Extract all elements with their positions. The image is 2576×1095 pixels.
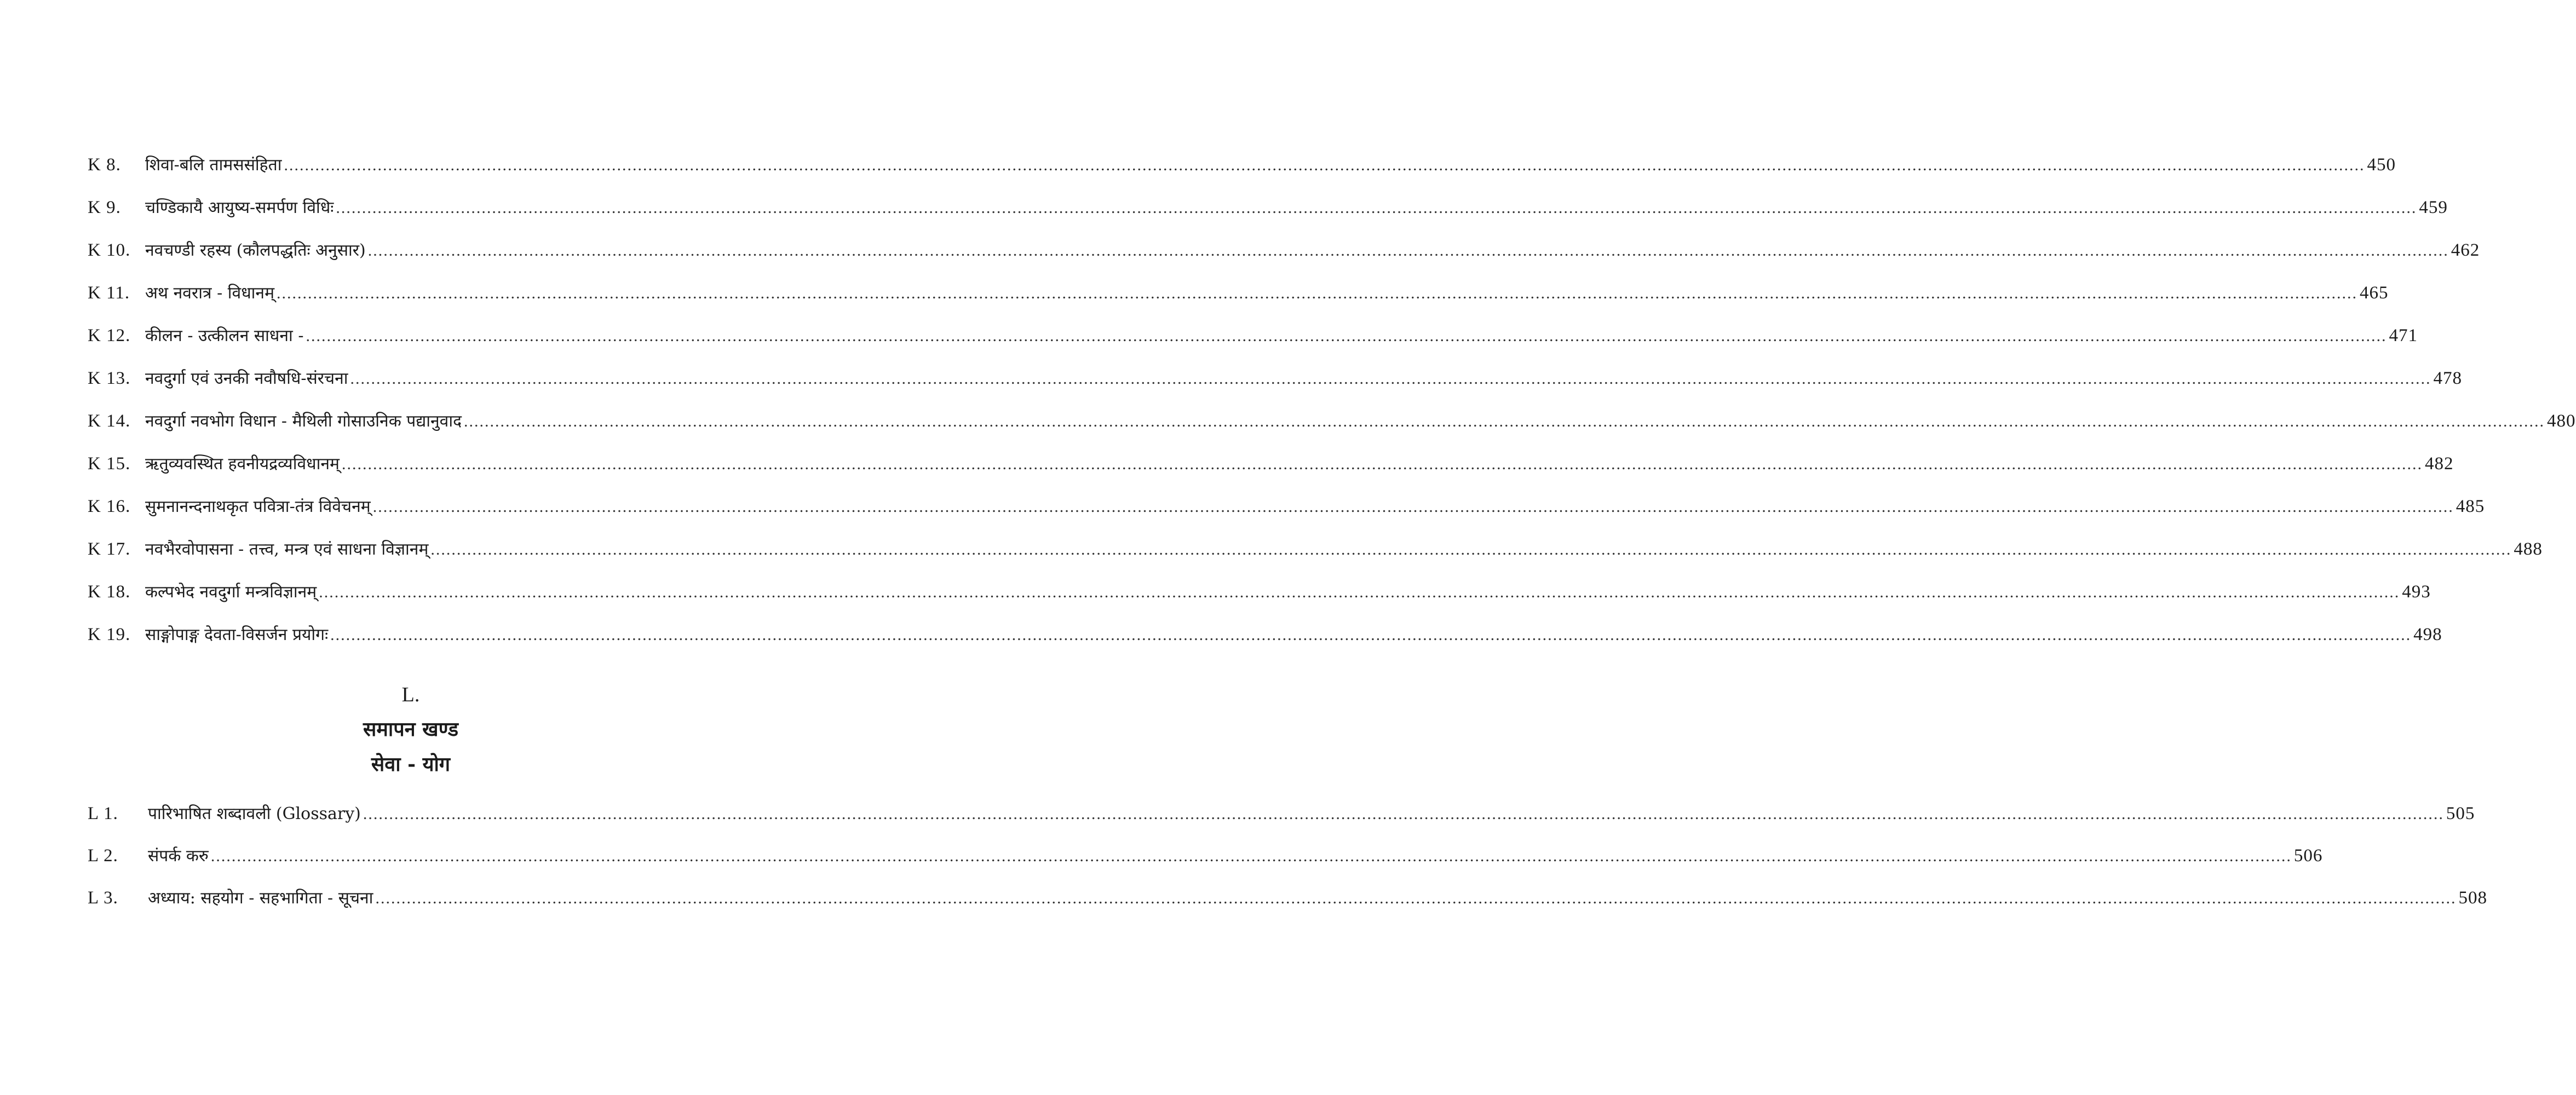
entry-code: K 19. xyxy=(88,625,131,644)
entry-page: 471 xyxy=(2389,326,2418,345)
entry-code: K 13. xyxy=(88,368,131,388)
entry-page: 478 xyxy=(2433,368,2463,388)
entry-code: K 9. xyxy=(88,198,121,217)
entry-page: 450 xyxy=(2367,155,2396,175)
entry-code: K 17. xyxy=(88,539,131,559)
entry-page: 506 xyxy=(2293,846,2323,866)
toc-entry xyxy=(88,877,2487,919)
entry-code: K 12. xyxy=(88,326,131,345)
leader-dots: ................................................................................................................................................................................................................................................................................................................................................................................................................ xyxy=(363,805,2444,823)
toc-entry xyxy=(88,835,2323,877)
leader-dots: ................................................................................................................................................................................................................................................................................................................................................................................................................ xyxy=(306,327,2387,345)
entry-code: K 18. xyxy=(88,582,131,602)
entry-page: 459 xyxy=(2419,198,2448,217)
leader-dots: ................................................................................................................................................................................................................................................................................................................................................................................................................ xyxy=(372,498,2454,516)
entry-page: 498 xyxy=(2413,625,2442,644)
section-letter: L. xyxy=(401,683,420,706)
toc-entry xyxy=(88,485,2485,528)
entry-page: 482 xyxy=(2424,454,2454,474)
entry-page: 462 xyxy=(2451,240,2480,260)
entry-code: L 1. xyxy=(88,804,118,823)
entry-page: 465 xyxy=(2360,283,2389,303)
entry-code: L 2. xyxy=(88,846,118,866)
entry-title: पारिभाषित शब्दावली (Glossary) xyxy=(148,804,361,823)
toc-entry xyxy=(88,793,2475,835)
entry-title: अथ नवरात्र - विधानम् xyxy=(145,284,275,303)
toc-entry xyxy=(88,613,2442,656)
section-l-heading xyxy=(0,678,821,782)
leader-dots: ................................................................................................................................................................................................................................................................................................................................................................................................................ xyxy=(350,370,2431,388)
entry-code: K 15. xyxy=(88,454,131,474)
entry-code: K 8. xyxy=(88,155,121,175)
leader-dots: ................................................................................................................................................................................................................................................................................................................................................................................................................ xyxy=(330,626,2412,644)
leader-dots: ................................................................................................................................................................................................................................................................................................................................................................................................................ xyxy=(277,284,2358,302)
leader-dots: ................................................................................................................................................................................................................................................................................................................................................................................................................ xyxy=(375,889,2457,907)
entry-page: 488 xyxy=(2514,539,2543,559)
toc-entry xyxy=(88,272,2389,314)
entry-title: सुमनानन्दनाथकृत पवित्रा-तंत्र विवेचनम् xyxy=(145,497,371,516)
toc-section-k xyxy=(88,143,2576,656)
toc-entry xyxy=(88,186,2448,229)
entry-title: कल्पभेद नवदुर्गा मन्त्रविज्ञानम् xyxy=(145,583,317,602)
entry-page: 480 xyxy=(2547,411,2576,431)
leader-dots: ................................................................................................................................................................................................................................................................................................................................................................................................................ xyxy=(336,199,2417,217)
section-subtitle: सेवा - योग xyxy=(371,753,451,776)
entry-code: L 3. xyxy=(88,888,118,908)
entry-code: K 10. xyxy=(88,240,131,260)
entry-title: शिवा-बलि तामससंहिता xyxy=(145,155,282,175)
entry-page: 505 xyxy=(2446,804,2475,823)
leader-dots: ................................................................................................................................................................................................................................................................................................................................................................................................................ xyxy=(210,847,2292,865)
toc-entry xyxy=(88,314,2418,357)
toc-entry xyxy=(88,570,2431,613)
entry-title: नवचण्डी रहस्य (कौलपद्धतिः अनुसार) xyxy=(145,241,366,260)
entry-title: साङ्गोपाङ्ग देवता-विसर्जन प्रयोगः xyxy=(145,625,329,644)
toc-entry xyxy=(88,528,2543,570)
toc-entry xyxy=(88,442,2454,485)
entry-code: K 11. xyxy=(88,283,130,303)
leader-dots: ................................................................................................................................................................................................................................................................................................................................................................................................................ xyxy=(341,455,2423,473)
entry-title: संपर्क करु xyxy=(148,846,209,866)
entry-title: अध्याय: सहयोग - सहभागिता - सूचना xyxy=(148,889,373,908)
entry-code: K 14. xyxy=(88,411,131,431)
entry-title: ऋतुव्यवस्थित हवनीयद्रव्यविधानम् xyxy=(145,454,340,474)
toc-entry xyxy=(88,143,2396,186)
entry-title: नवभैरवोपासना - तत्त्व, मन्त्र एवं साधना विज्ञानम् xyxy=(145,540,429,559)
entry-page: 508 xyxy=(2458,888,2487,908)
entry-title: चण्डिकायै आयुष्य-समर्पण विधिः xyxy=(145,198,334,217)
entry-title: नवदुर्गा एवं उनकी नवौषधि-संरचना xyxy=(145,369,348,388)
leader-dots: ................................................................................................................................................................................................................................................................................................................................................................................................................ xyxy=(319,583,2400,601)
toc-entry xyxy=(88,357,2463,400)
entry-page: 493 xyxy=(2402,582,2431,602)
leader-dots: ................................................................................................................................................................................................................................................................................................................................................................................................................ xyxy=(284,156,2365,174)
section-title: समापन खण्ड xyxy=(363,718,458,741)
leader-dots: ................................................................................................................................................................................................................................................................................................................................................................................................................ xyxy=(464,412,2545,430)
entry-title: नवदुर्गा नवभोग विधान - मैथिली गोसाउनिक पद्यानुवाद xyxy=(145,412,462,431)
entry-title: कीलन - उत्कीलन साधना - xyxy=(145,326,304,345)
toc-entry xyxy=(88,400,2576,442)
toc-section-l xyxy=(88,793,2487,919)
entry-code: K 16. xyxy=(88,497,131,516)
toc-entry xyxy=(88,229,2480,272)
leader-dots: ................................................................................................................................................................................................................................................................................................................................................................................................................ xyxy=(367,241,2449,260)
entry-page: 485 xyxy=(2456,497,2485,516)
leader-dots: ................................................................................................................................................................................................................................................................................................................................................................................................................ xyxy=(430,540,2512,558)
